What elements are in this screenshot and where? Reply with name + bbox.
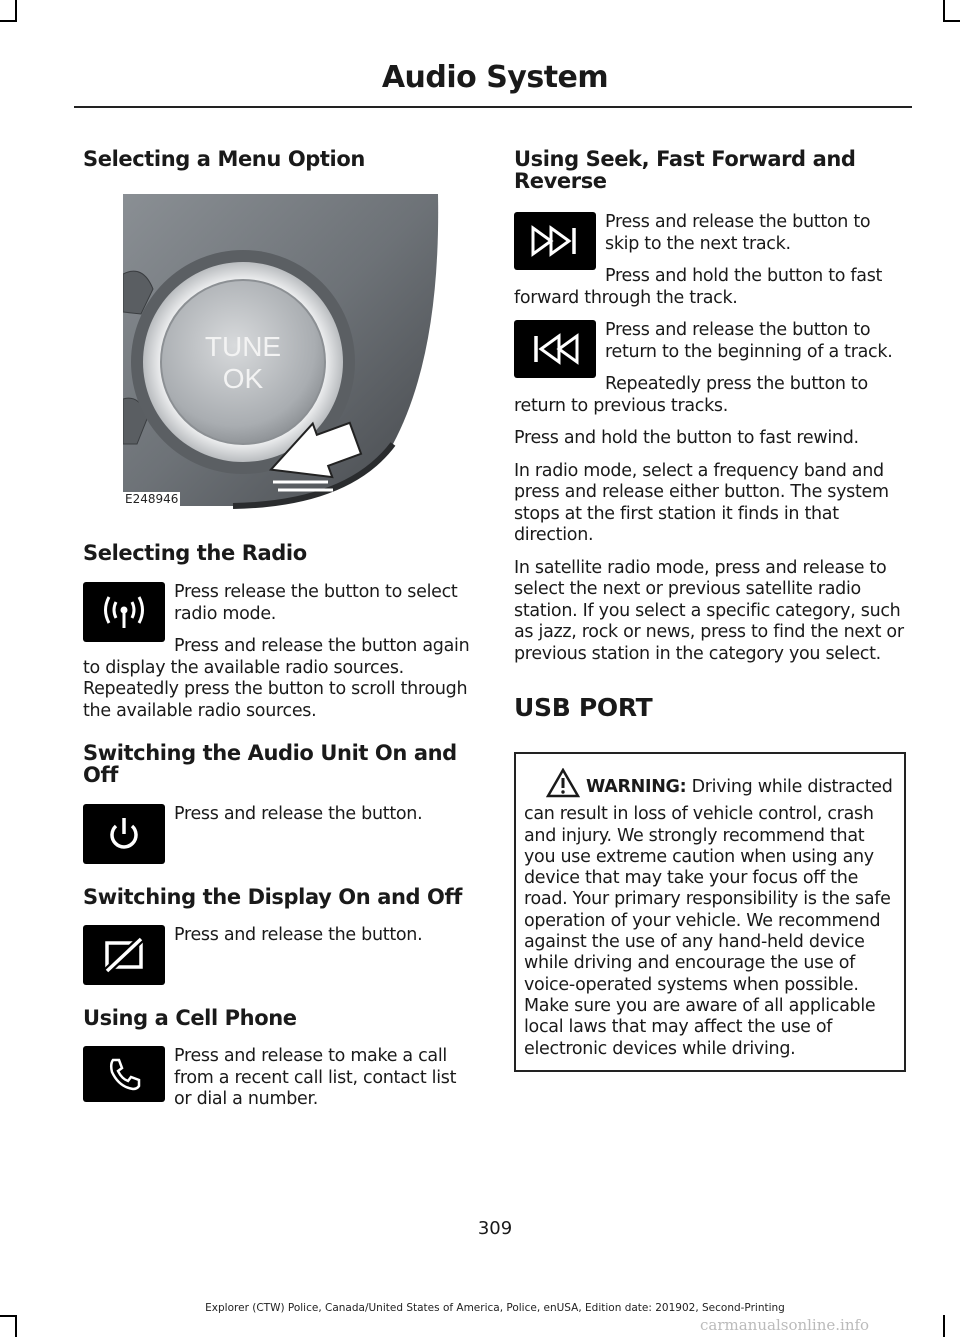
- crop-mark: [15, 0, 17, 22]
- watermark: carmanualsonline.info: [700, 1316, 870, 1334]
- knob-label-ok: OK: [222, 363, 264, 394]
- right-column: [514, 120, 906, 1072]
- display-text: Press and release the button.: [174, 925, 423, 945]
- seek-next-text-1: Press and release the button to skip to the next track.: [605, 212, 871, 254]
- seek-previous-text-1: Press and release the button to return to the beginning of a track.: [605, 320, 893, 362]
- page-title: Audio System: [381, 60, 609, 95]
- warning-icon: [546, 768, 580, 804]
- left-column: [83, 120, 473, 1134]
- section-title-menu-option: Selecting a Menu Option: [83, 147, 365, 171]
- radio-text-1: Press release the button to select radio mode.: [174, 582, 458, 624]
- display-instruction: [83, 925, 473, 1007]
- seek-previous-text-2: Repeatedly press the button to return to previous tracks.: [514, 374, 868, 416]
- section-title-usb: USB PORT: [514, 693, 653, 722]
- tune-knob-figure: [123, 194, 478, 512]
- warning-body: Driving while distracted can result in loss of vehicle control, crash and injury. We strongly recommend that you use extreme caution when using any device that may take your focus off the road. Your primary responsibility is the safe operation of your vehicle. We recommend against the use of any hand-held device while driving and encourage the use of voice-operated systems when possible. Make sure you are aware of all applicable local laws that may affect the use of electronic devices while driving.: [524, 777, 893, 1059]
- power-text: Press and release the button.: [174, 804, 423, 824]
- phone-icon: [83, 1046, 165, 1102]
- crop-mark: [943, 0, 945, 22]
- seek-next-icon: [514, 212, 596, 270]
- seek-next-text-2: Press and hold the button to fast forward through the track.: [514, 266, 883, 308]
- section-title-display: Switching the Display On and Off: [83, 885, 462, 909]
- figure-reference: E248946: [125, 492, 179, 506]
- power-icon: [83, 804, 165, 864]
- phone-text: Press and release to make a call from a recent call list, contact list or dial a number.: [174, 1046, 457, 1109]
- section-title-seek: Using Seek, Fast Forward and Reverse: [514, 147, 856, 193]
- satellite-mode-text: In satellite radio mode, press and release to select the next or previous satellite radio station. If you select a specific category, such as jazz, rock or news, press to find the next or previous station in the category you select.: [514, 557, 904, 664]
- section-title-radio: Selecting the Radio: [83, 541, 307, 565]
- footer-edition-text: Explorer (CTW) Police, Canada/United States of America, Police, enUSA, Edition date: 201902, Second-Printing: [205, 1302, 785, 1314]
- power-instruction: [83, 804, 473, 886]
- seek-previous-instruction: [514, 320, 906, 417]
- fast-rewind-text: Press and hold the button to fast rewind.: [514, 428, 859, 448]
- warning-label: WARNING:: [586, 777, 687, 797]
- radio-mode-text: In radio mode, select a frequency band and press and release either button. The system stops at the first station it finds in that direction.: [514, 460, 889, 545]
- phone-instruction: [83, 1046, 473, 1134]
- crop-mark: [943, 1315, 945, 1337]
- radio-text-2: Press and release the button again to display the available radio sources. Repeatedly press the button to scroll through the available radio sources.: [83, 636, 470, 721]
- display-off-icon: [83, 925, 165, 985]
- knob-label-tune: TUNE: [204, 331, 282, 362]
- crop-mark: [943, 20, 960, 22]
- seek-next-instruction: [514, 212, 906, 309]
- crop-mark: [0, 1315, 17, 1317]
- seek-previous-icon: [514, 320, 596, 378]
- tune-knob-illustration: [123, 194, 443, 510]
- section-title-power: Switching the Audio Unit On and Off: [83, 741, 457, 787]
- page-number: 309: [477, 1218, 513, 1239]
- radio-icon: [83, 582, 165, 642]
- crop-mark: [15, 1315, 17, 1337]
- usb-warning-box: [514, 752, 906, 1072]
- header-divider: [74, 106, 912, 108]
- section-title-phone: Using a Cell Phone: [83, 1006, 297, 1030]
- crop-mark: [0, 20, 17, 22]
- radio-instruction: [83, 582, 473, 722]
- knob-face: [161, 280, 325, 444]
- usb-warning-text: [524, 768, 896, 1060]
